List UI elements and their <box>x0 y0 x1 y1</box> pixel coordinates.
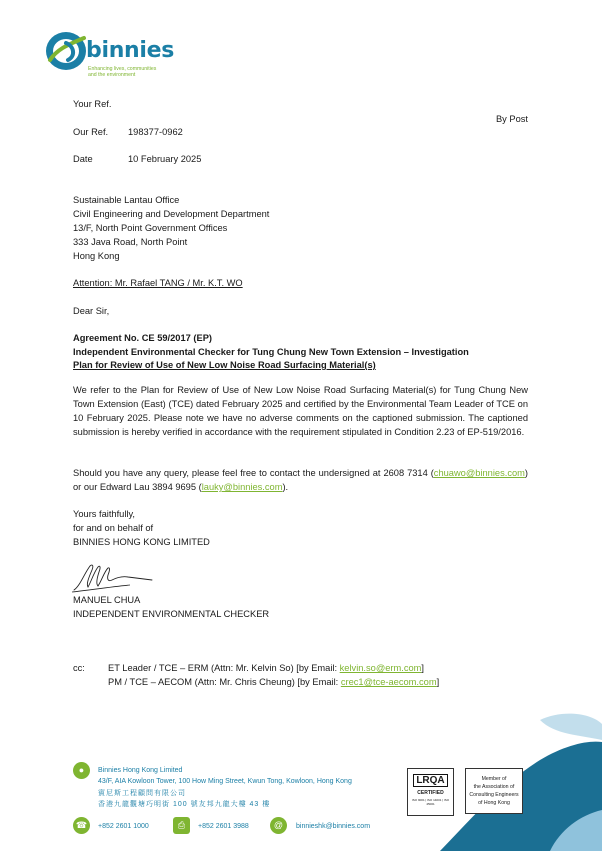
closing-line-3: BINNIES HONG KONG LIMITED <box>73 537 210 547</box>
date-label: Date <box>73 154 93 164</box>
binnies-logo-mark <box>44 30 90 72</box>
closing-line-1: Yours faithfully, <box>73 509 136 519</box>
email-at-icon: @ <box>270 817 287 834</box>
your-ref-label: Your Ref. <box>73 99 112 109</box>
cc-label: cc: <box>73 663 85 673</box>
subject-title: Independent Environmental Checker for Tung Chung New Town Extension – Investigation <box>73 347 469 357</box>
footer-phone: +852 2601 1000 <box>98 823 149 830</box>
cc-line-2-text: PM / TCE – AECOM (Attn: Mr. Chris Cheung) [by Email: <box>108 677 341 687</box>
footer-email[interactable]: binnieshk@binnies.com <box>296 823 371 830</box>
our-ref-value: 198377-0962 <box>128 127 183 137</box>
footer-company: Binnies Hong Kong Limited <box>98 767 183 774</box>
cc-line-1-text: ET Leader / TCE – ERM (Attn: Mr. Kelvin So) [by Email: <box>108 663 340 673</box>
recipient-line: 333 Java Road, North Point <box>73 237 188 247</box>
logo-tagline-1: Enhancing lives, communities <box>88 66 157 72</box>
body-paragraph-2 <box>73 466 528 494</box>
lrqa-title: LRQA <box>413 774 447 787</box>
acehk-member-badge <box>465 768 523 814</box>
recipient-line: Civil Engineering and Development Department <box>73 209 270 219</box>
email-link-chuawo[interactable]: chuawo@binnies.com <box>433 468 525 478</box>
subject-agreement: Agreement No. CE 59/2017 (EP) <box>73 333 212 343</box>
email-link-crec1[interactable]: crec1@tce-aecom.com <box>340 677 437 687</box>
attention-line: Attention: Mr. Rafael TANG / Mr. K.T. WO <box>73 278 243 288</box>
handwritten-signature <box>70 560 155 596</box>
body-p2-text-b: ) or our Edward Lau 3894 9695 ( <box>73 468 528 492</box>
signatory-title: INDEPENDENT ENVIRONMENTAL CHECKER <box>73 609 270 619</box>
logo-tagline-2: and the environment <box>88 72 136 78</box>
cc-line-2-end: ] <box>436 677 440 687</box>
date-value: 10 February 2025 <box>128 154 202 164</box>
member-line: of Hong Kong <box>478 800 510 806</box>
recipient-address <box>73 193 269 263</box>
email-link-lauky[interactable]: lauky@binnies.com <box>201 482 283 492</box>
footer-address: 43/F, AIA Kowloon Tower, 100 How Ming Street, Kwun Tong, Kowloon, Hong Kong <box>98 778 352 785</box>
body-p2-text-c: ). <box>282 482 289 492</box>
email-link-kelvin[interactable]: kelvin.so@erm.com <box>339 663 422 673</box>
lrqa-certification-badge <box>407 768 454 816</box>
signatory-name: MANUEL CHUA <box>73 595 141 605</box>
member-line: Consulting Engineers <box>469 792 519 798</box>
binnies-logo-wordmark: binnies <box>86 38 175 63</box>
recipient-line: Sustainable Lantau Office <box>73 195 180 205</box>
footer-address-cn: 香港九龍觀塘巧明街 100 號友邦九龍大樓 43 樓 <box>98 801 271 808</box>
salutation: Dear Sir, <box>73 306 110 316</box>
delivery-method: By Post <box>495 114 528 124</box>
recipient-line: 13/F, North Point Government Offices <box>73 223 228 233</box>
our-ref-label: Our Ref. <box>73 127 109 137</box>
location-pin-icon: ● <box>73 762 90 779</box>
member-line: the Association of <box>473 784 515 790</box>
closing-line-2: for and on behalf of <box>73 523 154 533</box>
subject-plan: Plan for Review of Use of New Low Noise Road Surfacing Material(s) <box>73 360 376 370</box>
cc-line-1 <box>108 661 424 675</box>
lrqa-standards: ISO 9001 | ISO 14001 | ISO 45001 <box>411 798 450 806</box>
cc-line-2 <box>108 675 439 689</box>
footer-fax: +852 2601 3988 <box>198 823 249 830</box>
body-paragraph-1: We refer to the Plan for Review of Use of New Low Noise Road Surfacing Material(s) for Tung Chung New Town Extension (East) (TCE) dated February 2025 and certified by the Environmental Team Leader of TCE on 10 February 2025. Please note we have no adverse comments on the captioned submission. The captioned submission is hereby verified in accordance with the requirement stipulated in Condition 2.23 of EP-519/2016. <box>73 385 528 437</box>
lrqa-certified: CERTIFIED <box>417 790 444 796</box>
recipient-line: Hong Kong <box>73 251 120 261</box>
member-line: Member of <box>481 776 507 782</box>
cc-line-1-end: ] <box>421 663 425 673</box>
footer-company-cn: 賓尼斯工程顧問有限公司 <box>98 790 186 797</box>
phone-icon: ☎ <box>73 817 90 834</box>
fax-icon: ⎙ <box>173 817 190 834</box>
body-p2-text-a: Should you have any query, please feel free to contact the undersigned at 2608 7314 ( <box>73 468 434 478</box>
